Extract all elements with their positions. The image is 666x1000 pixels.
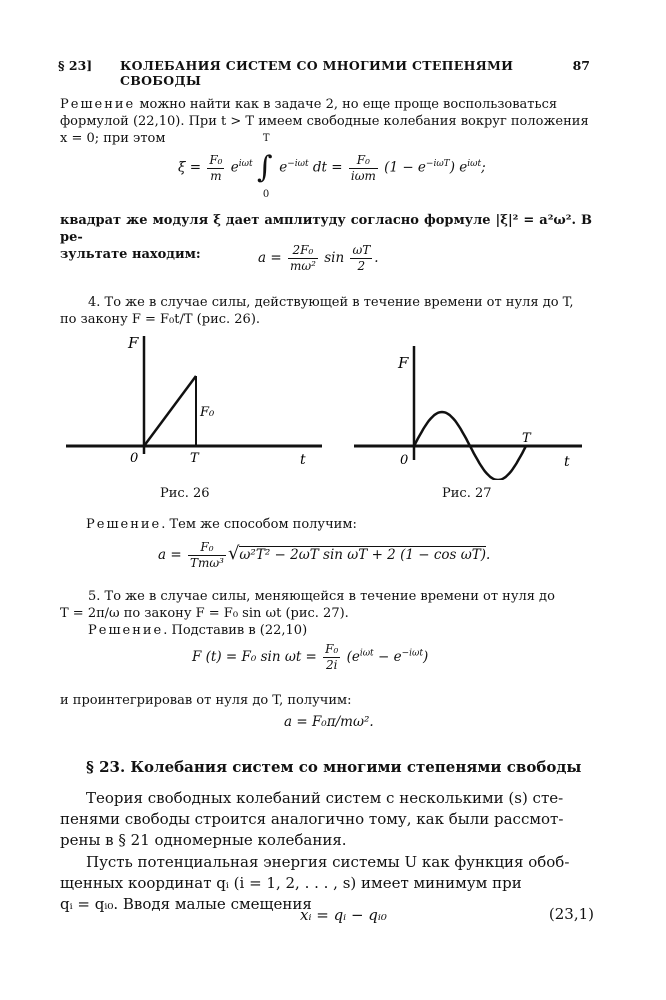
figure-27: [350, 340, 590, 480]
equation-a-sqrt: a = $\frac{\text{F₀}}{\text{Tmω³}}$ √ω²T² − 2ωT sin ωT + 2 (1 − cos ωT).: [158, 540, 491, 570]
equation-number: (23,1): [548, 905, 594, 923]
paragraph-integrate: и проинтегрировав от нуля до T, получим:: [60, 693, 352, 708]
paragraph-potential: Пусть потенциальная энергия системы U как функция обоб- щенных координат qᵢ (i = 1, 2, . . . , s) имеет минимум при qᵢ = qᵢ₀. Вводя малые смещения: [60, 853, 570, 913]
fig26-ramp: [144, 376, 196, 446]
fraction-F0-m: $\frac{\text{F₀}}{m}$: [209, 152, 223, 183]
fig26-y-label: F: [128, 334, 139, 352]
running-header: [58, 58, 598, 88]
fig26-caption: Рис. 26: [160, 486, 210, 501]
paragraph-solution-3: Решение можно найти как в задаче 2, но еще проще воспользоваться формулой (22,10). При t > T имеем свободные колебания вокруг положения x = 0; при этом: [60, 97, 589, 146]
header-section: § 23]: [58, 58, 93, 73]
page-number: 87: [572, 58, 590, 73]
header-title: КОЛЕБАНИЯ СИСТЕМ СО МНОГИМИ СТЕПЕНЯМИ СВОБОДЫ: [120, 58, 514, 88]
paragraph-problem-5: 5. То же в случае силы, меняющейся в течение времени от нуля до T = 2π/ω по закону F = F₀ sin ωt (рис. 27). Решение. Подставив в (22,10): [60, 589, 555, 638]
equation-a-final: a = F₀π/mω².: [284, 714, 374, 730]
fig26-x-label: t: [300, 452, 306, 468]
equation-a-sin: a = $\frac{\text{2F₀}}{\text{mω²}}$ sin $\frac{\omega T}{2}$ .: [258, 243, 379, 273]
fig27-y-label: F: [398, 354, 409, 372]
integral-sign: ∫ T 0: [256, 133, 273, 200]
paragraph-problem-4: 4. То же в случае силы, действующей в течение времени от нуля до T, по закону F = F₀t/T (рис. 26).: [60, 295, 574, 327]
equation-xi: ξ = $\frac{\text{F₀}}{m}$ $e^{i\omega t}$ ∫ T 0 $e^{-i\omega t}$ dt = $\frac{\text{F₀}}{\text{iωm}}$ $(1 - e^{-i\omega T})$ $e^{i\omega t}$;: [178, 133, 486, 200]
paragraph-amplitude: квадрат же модуля ξ дает амплитуду согласно формуле |ξ|² = a²ω². В ре- зультате находим:: [60, 213, 592, 262]
fig27-x-label: t: [564, 454, 570, 470]
equation-displacement: xᵢ = qᵢ − qᵢ₀: [300, 906, 387, 924]
paragraph-solution-4: Решение. Тем же способом получим:: [86, 517, 357, 532]
equation-F-sin: F (t) = F₀ sin ωt = $\frac{\text{F₀}}{2i}$ $(e^{i\omega t} - e^{-i\omega t})$: [192, 642, 429, 672]
fraction-F0-iwm: $\frac{\text{F₀}}{\text{iωm}}$: [350, 152, 376, 183]
solution-lead: Решение: [60, 97, 136, 112]
fig27-caption: Рис. 27: [442, 486, 492, 501]
fig27-origin: 0: [400, 453, 409, 468]
figure-26: [60, 330, 330, 480]
fig26-origin: 0: [130, 451, 139, 466]
fig27-tick: T: [522, 431, 531, 446]
fig26-tick: T: [190, 451, 199, 466]
paragraph-theory: Теория свободных колебаний систем с несколькими (s) сте- пенями свободы строится аналогично тому, как были рассмот- рены в § 21 одномерные колебания.: [60, 789, 564, 849]
section-heading: § 23. Колебания систем со многими степенями свободы: [86, 758, 582, 776]
fig26-height-label: F₀: [200, 405, 215, 420]
